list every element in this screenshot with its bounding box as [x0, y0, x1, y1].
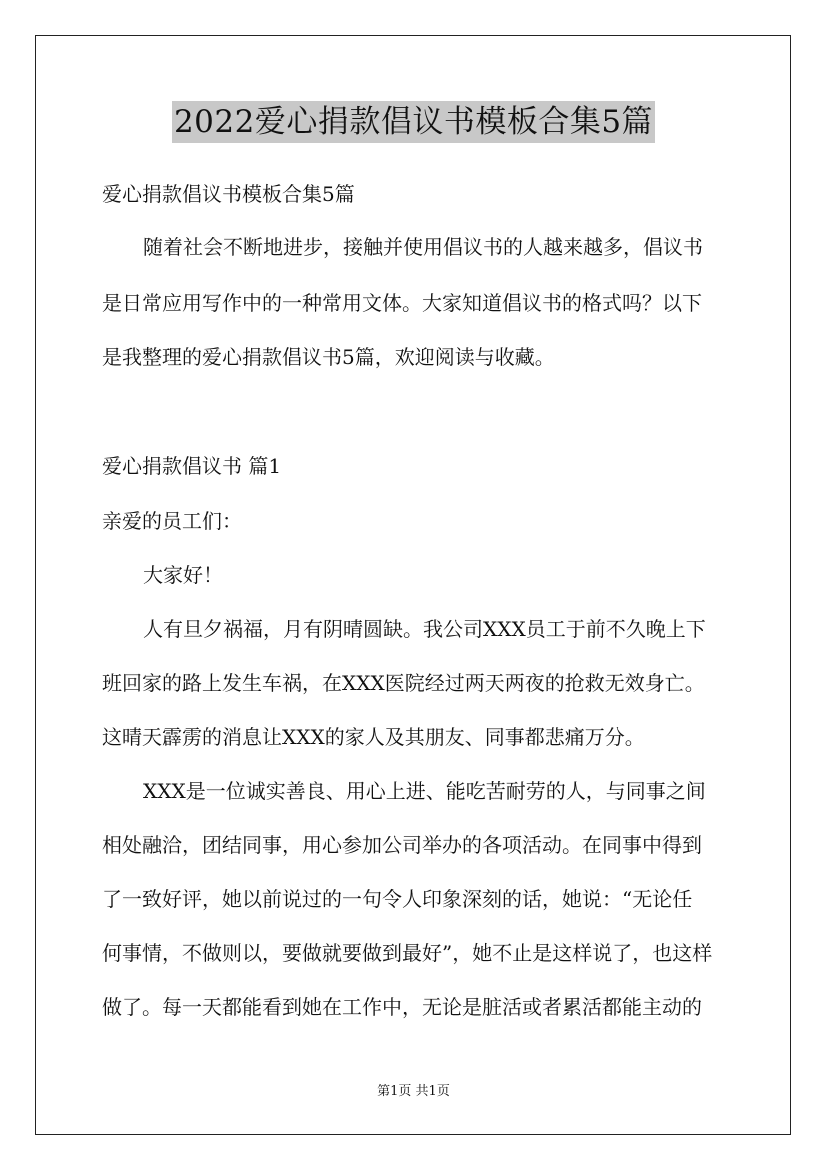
paragraph2-line: 相处融洽，团结同事，用心参加公司举办的各项活动。在同事中得到 [102, 833, 702, 857]
title-container [0, 101, 827, 143]
page-footer: 第1页 共1页 [377, 1084, 450, 1099]
intro-line: 是日常应用写作中的一种常用文体。大家知道倡议书的格式吗？以下 [102, 291, 702, 315]
paragraph2-line: 了一致好评，她以前说过的一句令人印象深刻的话，她说：“无论任 [102, 887, 693, 911]
paragraph2-line: 做了。每一天都能看到她在工作中，无论是脏活或者累活都能主动的 [102, 995, 702, 1019]
salutation: 亲爱的员工们： [102, 509, 242, 533]
document-subtitle: 爱心捐款倡议书模板合集5篇 [102, 182, 355, 206]
intro-line: 是我整理的爱心捐款倡议书5篇，欢迎阅读与收藏。 [102, 345, 555, 369]
section-heading: 爱心捐款倡议书 篇1 [102, 454, 282, 478]
paragraph2-line: 何事情，不做则以，要做就要做到最好”，她不止是这样说了，也这样 [102, 941, 713, 965]
paragraph2-line: XXX是一位诚实善良、用心上进、能吃苦耐劳的人，与同事之间 [143, 779, 706, 803]
paragraph1-line: 这晴天霹雳的消息让XXX的家人及其朋友、同事都悲痛万分。 [102, 725, 645, 749]
intro-line: 随着社会不断地进步，接触并使用倡议书的人越来越多，倡议书 [143, 235, 703, 259]
greeting: 大家好！ [143, 563, 223, 587]
document-title: 2022爱心捐款倡议书模板合集5篇 [172, 101, 655, 143]
paragraph1-line: 人有旦夕祸福，月有阴晴圆缺。我公司XXX员工于前不久晚上下 [143, 617, 706, 641]
paragraph1-line: 班回家的路上发生车祸，在XXX医院经过两天两夜的抢救无效身亡。 [102, 671, 705, 695]
